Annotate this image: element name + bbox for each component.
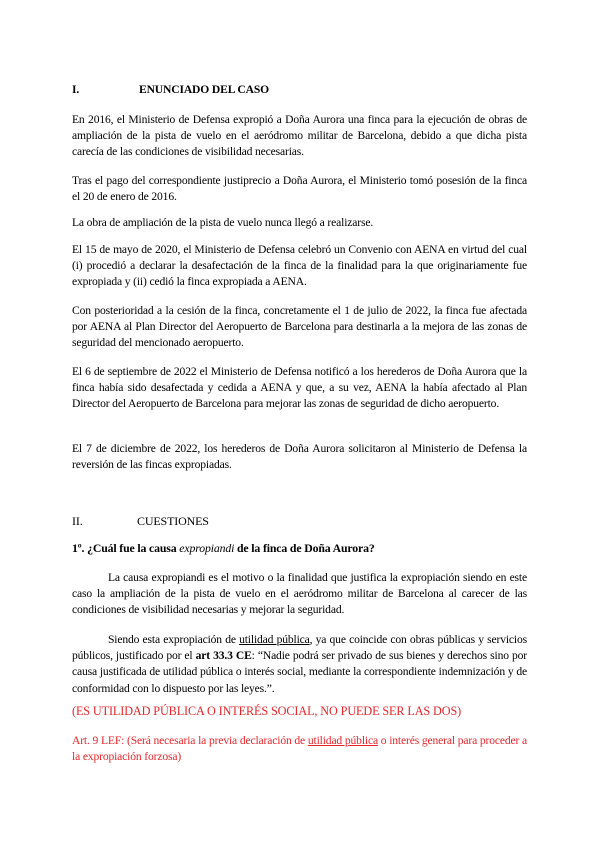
red-annotation: (ES UTILIDAD PÚBLICA O INTERÉS SOCIAL, NO PUEDE SER LAS DOS) <box>72 704 462 718</box>
case-paragraph-4: El 15 de mayo de 2020, el Ministerio de Defensa celebró un Convenio con AENA en virtud del cual (i) procedió a declarar la desafectación de la finca de la finalidad para la que originariamente fue expropiada y (ii) cedió la finca expropiada a AENA. <box>72 243 527 289</box>
section-heading-enunciado <box>72 82 527 98</box>
case-paragraph-6: El 6 de septiembre de 2022 el Ministerio de Defensa notificó a los herederos de Doña Aurora que la finca había sido desafectada y cedida a AENA y que, a su vez, AENA la había afectado al Plan Director del Aeropuerto de Barcelona para mejorar las zonas de seguridad de dicho aeropuerto. <box>72 365 527 411</box>
case-paragraph-3: La obra de ampliación de la pista de vuelo nunca llegó a realizarse. <box>72 216 374 229</box>
answer-paragraph-1: La causa expropiandi es el motivo o la finalidad que justifica la expropiación siendo en este caso la ampliación de la pista de vuelo en el aeródromo militar de Barcelona al carecer de las condiciones de visibilidad necesarias y mejorar la seguridad. <box>72 571 527 617</box>
case-paragraph-1: En 2016, el Ministerio de Defensa expropió a Doña Aurora una finca para la ejecución de obras de ampliación de la pista de vuelo en el aeródromo militar de Barcelona, debido a que dicha pista carecía de las condiciones de visibilidad necesarias. <box>72 113 527 159</box>
section-title: CUESTIONES <box>137 514 209 528</box>
underlined-term: utilidad pública <box>307 734 378 747</box>
article-reference: art 33.3 CE <box>195 649 252 663</box>
red-article-note: Art. 9 LEF: (Será necesaria la previa declaración de utilidad pública o interés general para proceder a la expropiación forzosa) <box>72 734 528 764</box>
question-1: 1º. ¿Cuál fue la causa expropiandi de la finca de Doña Aurora? <box>72 541 375 555</box>
question-italic-term: expropiandi <box>179 541 235 555</box>
section-number: I. <box>72 83 80 96</box>
section-heading-cuestiones <box>72 513 527 529</box>
underlined-term: utilidad pública <box>239 633 310 646</box>
answer-paragraph-2: Siendo esta expropiación de utilidad pública, ya que coincide con obras públicas y servicios públicos, justificado por el art 33.3 CE: “Nadie podrá ser privado de sus bienes y derechos sino por causa justificada de utilidad pública o interés social, mediante la correspondiente indemnización y de conformidad con lo dispuesto por las leyes.”. <box>72 633 527 695</box>
section-number: II. <box>72 514 83 528</box>
section-title: ENUNCIADO DEL CASO <box>139 83 270 96</box>
case-paragraph-7: El 7 de diciembre de 2022, los herederos de Doña Aurora solicitaron al Ministerio de Defensa la reversión de las fincas expropiadas. <box>72 442 527 472</box>
case-paragraph-2: Tras el pago del correspondiente justiprecio a Doña Aurora, el Ministerio tomó posesión de la finca el 20 de enero de 2016. <box>72 174 527 204</box>
case-paragraph-5: Con posterioridad a la cesión de la finca, concretamente el 1 de julio de 2022, la finca fue afectada por AENA al Plan Director del Aeropuerto de Barcelona para destinarla a la mejora de las zonas de seguridad del mencionado aeropuerto. <box>72 304 527 350</box>
